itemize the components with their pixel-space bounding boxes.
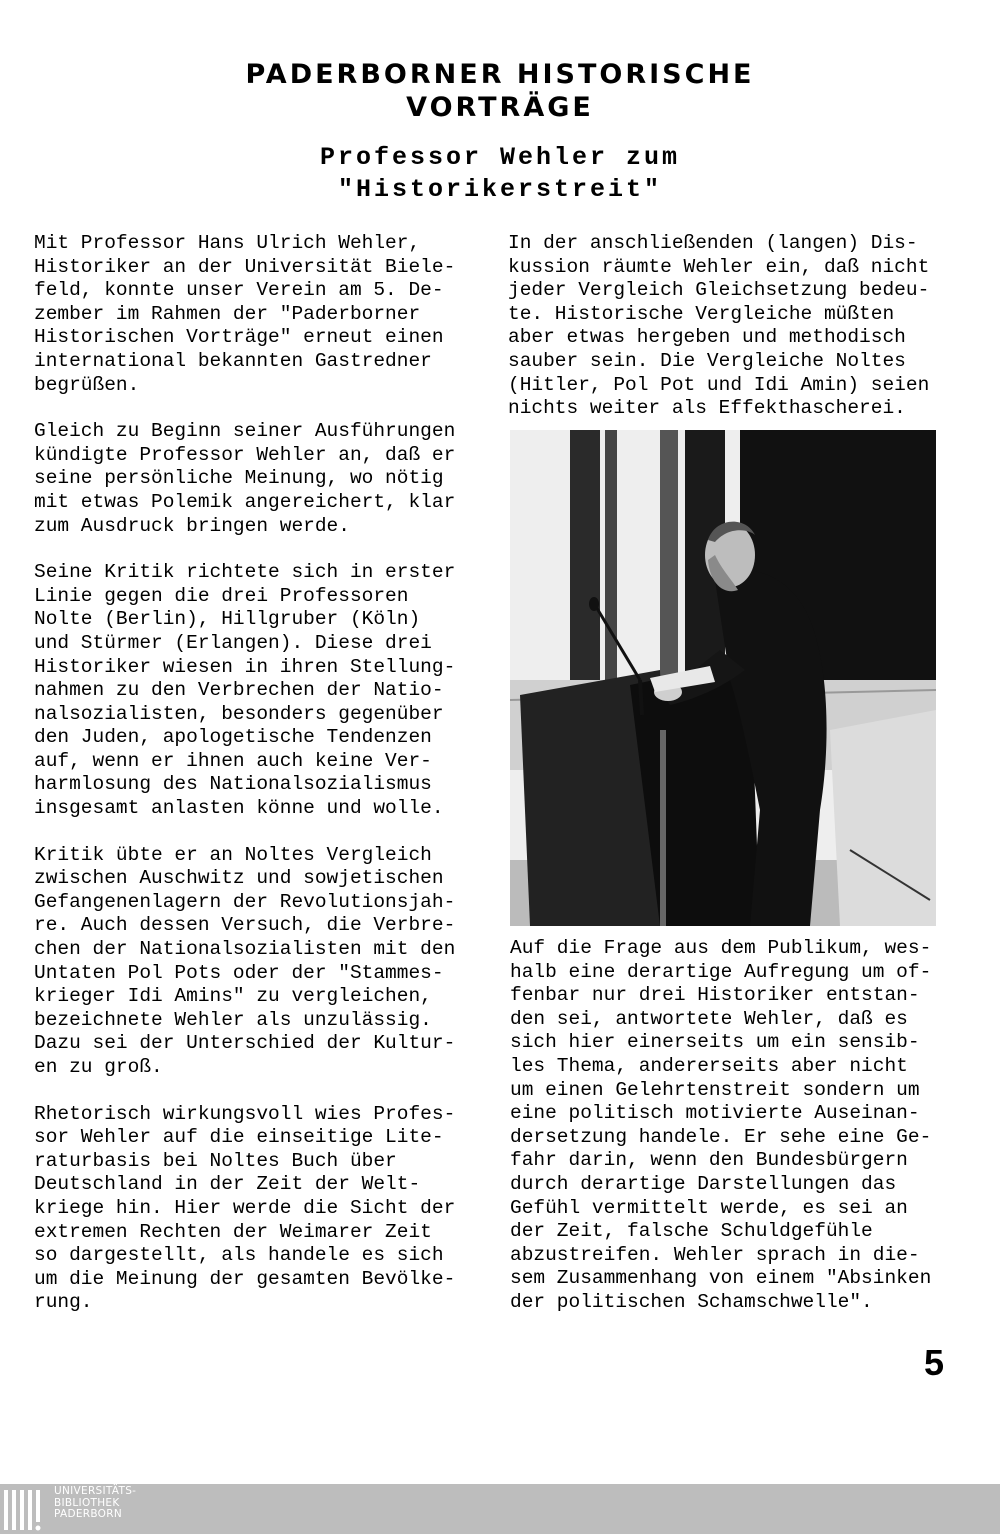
series-header-line1: PADERBORNER HISTORISCHE [245,59,755,90]
paragraph: Auf die Frage aus dem Publikum, wes- halb eine derartige Aufregung um of- fenbar nur drei Historiker entstan- den sei, antwortete Wehler, daß es sich hier einerseits um ein sensib- les Thema, andererseits aber nicht um einen Gelehrtenstreit sondern um eine politisch motivierte Auseinan- dersetzung handele. Er sehe eine Ge- fahr darin, wenn den Bundesbürgern durch derartige Darstellungen das Gefühl vermittelt werde, es sei an der Zeit, falsche Schuldgefühle abzustreifen. Wehler sprach in die- sem Zusammenhang von einem "Absinken der politischen Schamschwelle". [510,937,932,1313]
paragraph: Gleich zu Beginn seiner Ausführungen kündigte Professor Wehler an, daß er seine persönliche Meinung, wo nötig mit etwas Polemik angereichert, klar zum Ausdruck bringen werde. [34,420,456,537]
right-column-top [508,232,936,444]
library-logo-icon [0,1484,46,1534]
article-title-line1: Professor Wehler zum [319,143,681,172]
paragraph: In der anschließenden (langen) Dis- kussion räumte Wehler ein, daß nicht jeder Vergleich Gleichsetzung bedeu- te. Historische Vergleiche müßten aber etwas hergeben und methodisch sauber sein. Die Vergleiche Noltes (Hitler, Pol Pot und Idi Amin) seien nichts weiter als Effekthascherei. [508,232,930,420]
series-header-line2: VORTRÄGE [406,92,594,123]
article-title-line2: "Historikerstreit" [337,175,663,204]
library-footer [0,1484,1000,1534]
article-title [0,142,1000,206]
left-column [34,232,460,1338]
page-number: 5 [924,1342,945,1383]
paragraph: Kritik übte er an Noltes Vergleich zwischen Auschwitz und sowjetischen Gefangenenlagern der Revolutionsjah- re. Auch dessen Versuch, die Verbre- chen der Nationalsozialisten mit den Untaten Pol Pots oder der "Stammes- krieger Idi Amins" zu vergleichen, bezeichnete Wehler als unzulässig. Dazu sei der Unterschied der Kultur- en zu groß. [34,843,456,1078]
speaker-photo [510,430,936,926]
library-name: UNIVERSITÄTS- BIBLIOTHEK PADERBORN [54,1485,137,1520]
paragraph: Seine Kritik richtete sich in erster Linie gegen die drei Professoren Nolte (Berlin), Hillgruber (Köln) und Stürmer (Erlangen). Diese drei Historiker wiesen in ihren Stellung- nahmen zu den Verbrechen der Natio- nalsozialisten, besonders gegenüber den Juden, apologetische Tendenzen auf, wenn er ihnen auch keine Ver- harmlosung des Nationalsozialismus insgesamt anlasten könne und wolle. [34,561,456,820]
paragraph: Mit Professor Hans Ulrich Wehler, Historiker an der Universität Biele- feld, konnte unser Verein am 5. De- zember im Rahmen der "Paderborner Historischen Vorträge" erneut einen international bekannten Gastredner begrüßen. [34,232,456,396]
series-header [0,58,1000,124]
right-column-bottom [510,937,938,1338]
paragraph: Rhetorisch wirkungsvoll wies Profes- sor Wehler auf die einseitige Lite- raturbasis bei Noltes Buch über Deutschland in der Zeit der Welt- kriege hin. Hier werde die Sicht der extremen Rechten der Weimarer Zeit so dargestellt, als handele es sich um die Meinung der gesamten Bevölke- rung. [34,1102,456,1314]
